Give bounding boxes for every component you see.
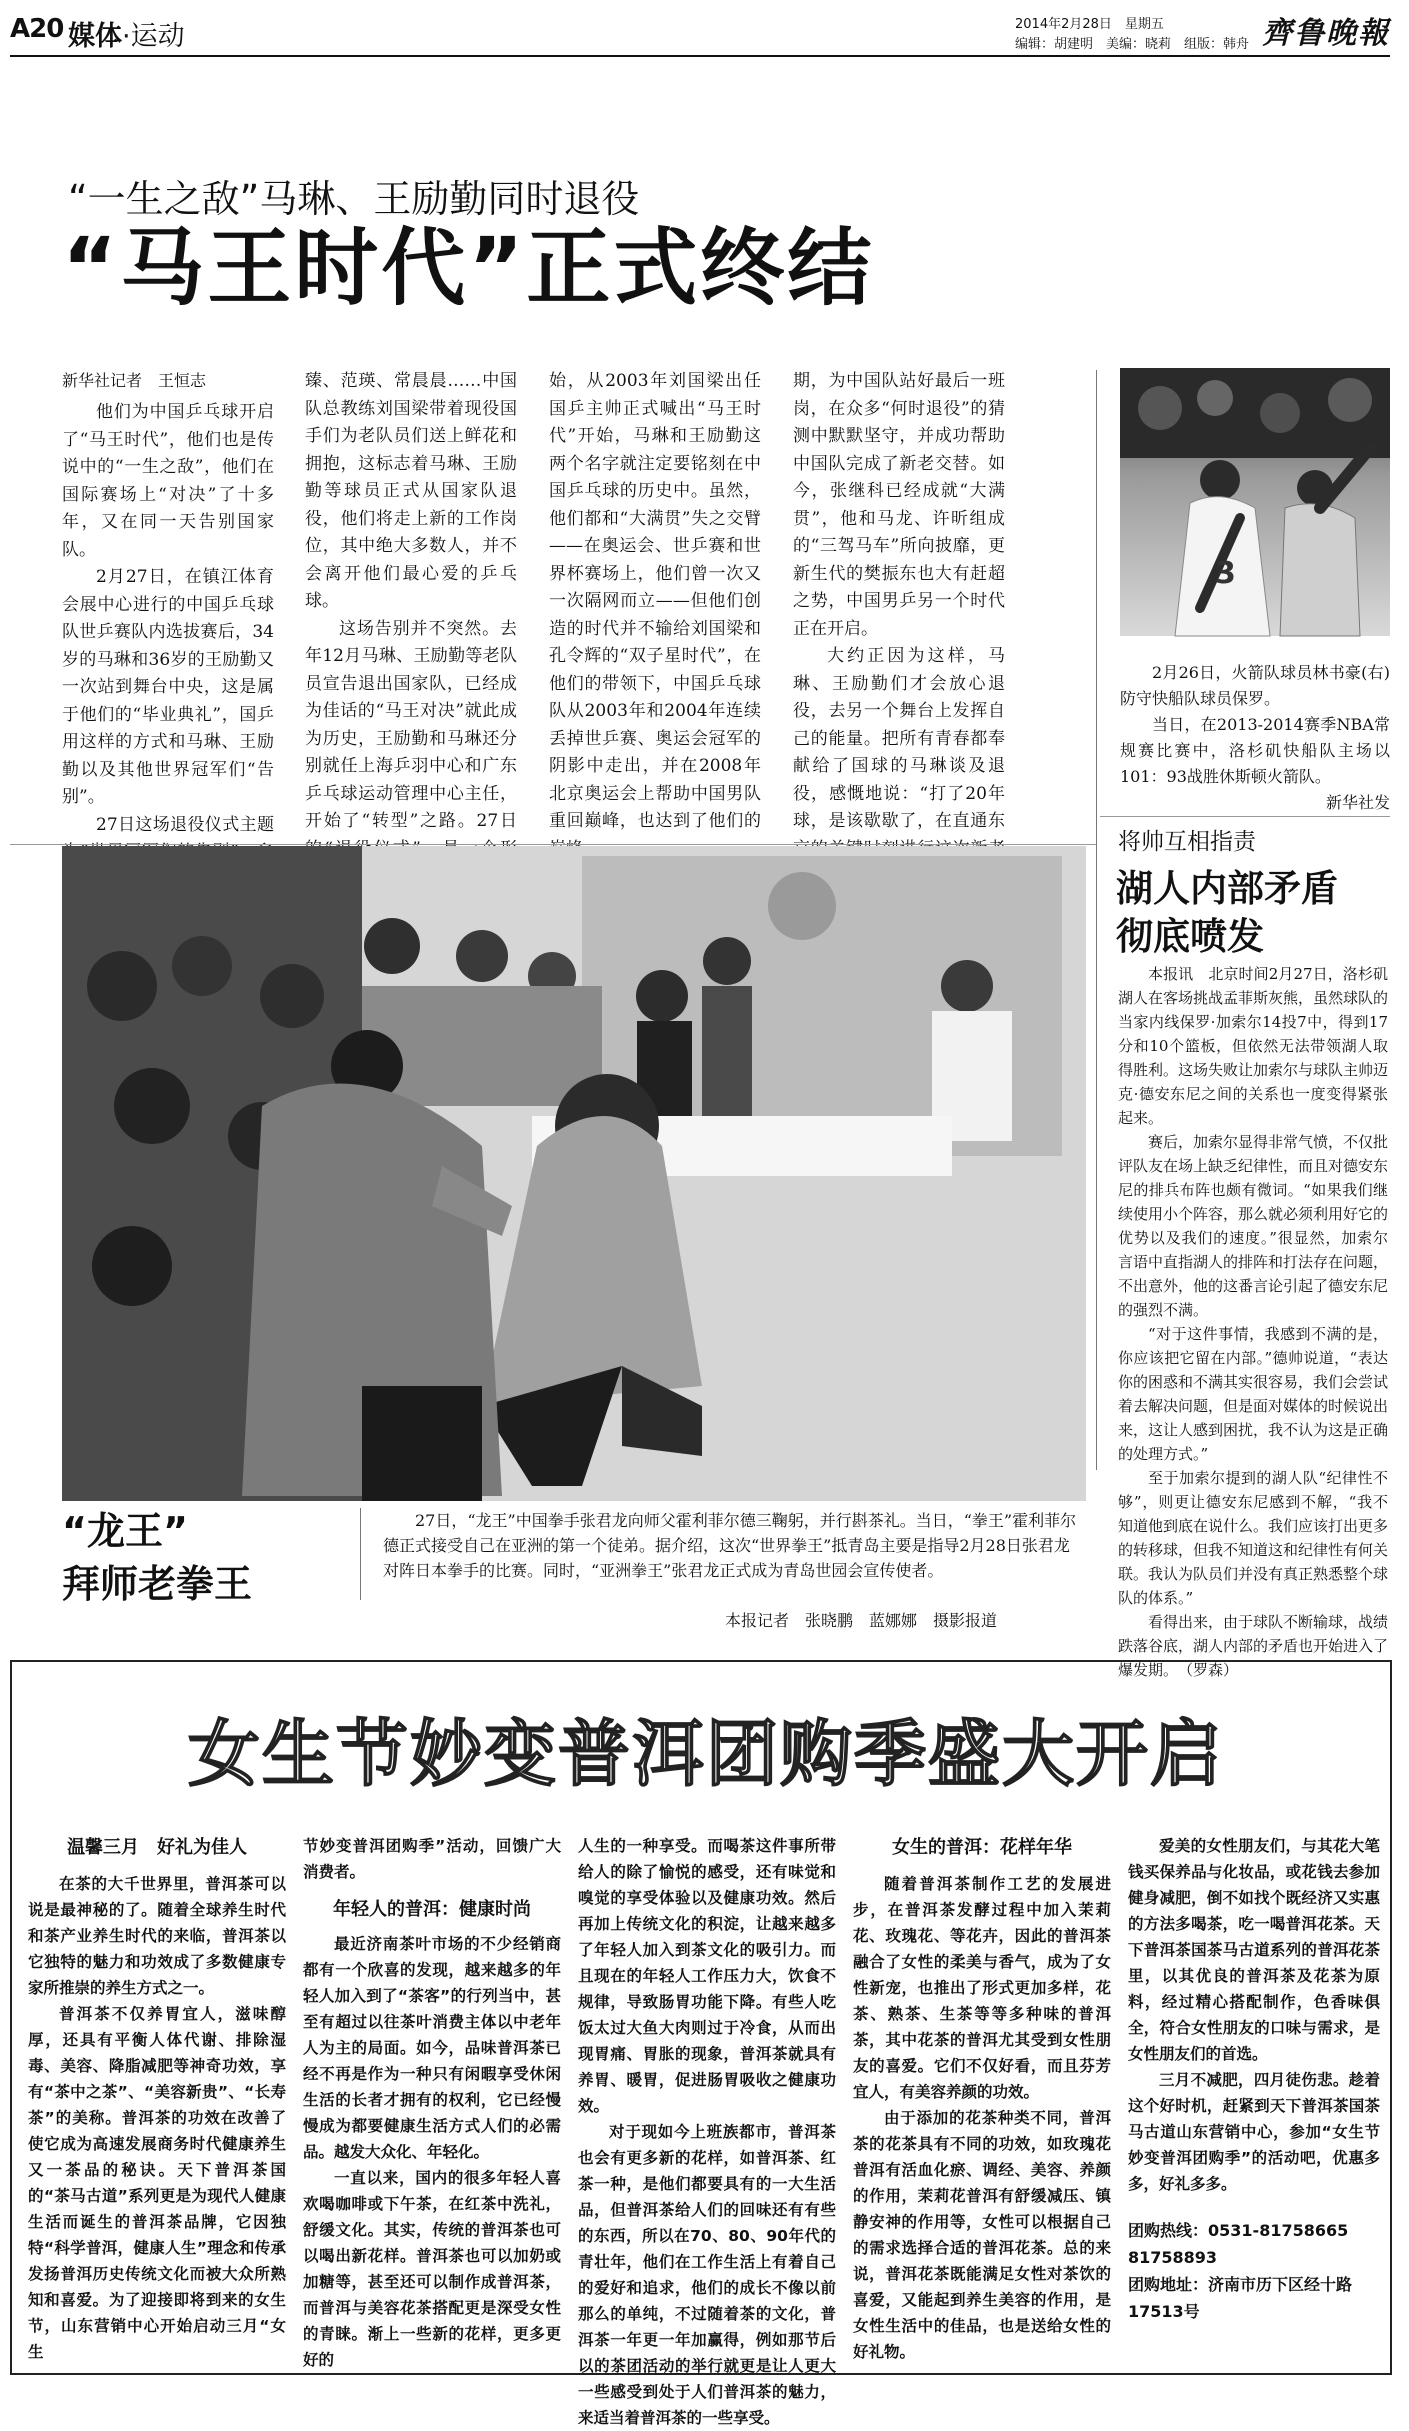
lakers-p2: 赛后，加索尔显得非常气愤，不仅批评队友在场上缺乏纪律性，而且对德安东尼的排兵布阵也颇有微词。“如果我们继续使用小个阵容，那么就必须利用好它的优势以及我们的速度。”很显然，加索尔言语中直指湖人的排阵和打法存在问题，不出意外，他的这番言论引起了德安东尼的强烈不满。 (1118, 1133, 1389, 1319)
main-col3-p1: 始，从2003年刘国梁出任国乒主帅正式喊出“马王时代”开始，马琳和王励勤这两个名字就注定要铭刻在中国乒乓球的历史中。虽然，他们都和“大满贯”失之交臂——在奥运会、世乒赛和世界杯赛场上，他们曾一次又一次隔网而立——但他们创造的时代并不输给刘国梁和孔令辉的“双子星时代”，在他们的带领下，中国乒乓球队从2003年和2004年连续丢掉世乒赛、奥运会冠军的阴影中走出，并在2008年北京奥运会上帮助中国男队重回巅峰，也达到了他们的 (549, 371, 761, 831)
main-col-4 (793, 368, 1005, 836)
boxing-caption-block (383, 1508, 1083, 1618)
ad-headline: 女生节妙变普洱团购季盛大开启 (187, 1712, 1224, 1796)
lakers-top-rule (1100, 816, 1390, 817)
main-col1-p2: 2月27日，在镇江体育会展中心进行的中国乒乓球队世乒赛队内选拔赛后，34岁的马琳和36岁的王励勤又一次站到舞台中央，这是属于他们的“毕业典礼”，国乒用这样的方式和马琳、王励勤以及其他世界冠军们“告别”。 (62, 567, 274, 807)
boxing-title-1: “龙王” (62, 1509, 188, 1553)
basketball-photo-illustration (1120, 368, 1390, 636)
ad-col-1 (28, 1833, 286, 2363)
lakers-p4: 至于加索尔提到的湖人队“纪律性不够”，则更让德安东尼感到不解，“我不知道他到底在说什么。我们应该打出更多的转移球，但我不知道这和纪律性有何关联。我认为队员们并没有真正熟悉整个球队的体系。” (1118, 1469, 1389, 1607)
boxing-photo-illustration (62, 846, 1086, 1501)
editors-line: 编辑：胡建明 美编：晓莉 组版：韩舟 (1015, 37, 1250, 52)
main-byline: 新华社记者 王恒志 (62, 371, 207, 390)
main-col1-p3: 27日这场退役仪式主题 (96, 814, 274, 835)
main-col4-p1: 期，为中国队站好最后一班岗，在众多“何时退役”的猜测中默默坚守，并成功帮助中国队完成了新老交替。如今，张继科已经成就“大满贯”，他和马龙、许昕组成的“三驾马车”所向披靡，更新生代的樊振东也大有赶超之势，中国男乒另一个时代正在开启。 (793, 371, 1005, 639)
main-col-3 (549, 368, 761, 836)
page-number: A20 (10, 14, 64, 44)
jersey-number: 3 (1215, 556, 1236, 591)
ad-col5-text (1128, 1833, 1380, 2213)
ad-hotline-number: 0531-81758665 (1208, 2221, 1349, 2240)
ad-col2-title: 年轻人的普洱：健康时尚 (333, 1899, 531, 1920)
section-dot: · (122, 21, 131, 52)
ad-col3-p2: 对于现如今上班族都市，普洱茶也会有更多新的花样，如普洱茶、红茶一种，是他们都要具有的一大生活品，但普洱茶给人们的回味还有有些的东西，所以在70、80、90年代的青壮年，他们在工作生活上有着自己的爱好和追求，他们的成长不像以前那么的单纯，不过随着茶的文化，普洱茶一年更一年加赢得，例如那节后以的茶团活动的举行就更是让人更大一些感受到处于人们普洱茶的魅力，来适当着普洱茶的一些享受。 (578, 2123, 836, 2427)
basketball-caption (1120, 660, 1390, 820)
main-kicker: “一生之敌”马琳、王励勤同时退役 (68, 177, 640, 221)
ad-col5-p1: 爱美的女性朋友们，与其花大笔钱买保养品与化妆品，或花钱去参加健身减肥，倒不如找个既经济又实惠的方法多喝茶，吃一喝普洱花茶。天下普洱茶国茶马古道系列的普洱花茶里，以其优良的普洱茶及花茶为原料，经过精心搭配制作，色香味俱全，符合女性朋友的口味与需求，是女性朋友们的首选。 (1128, 1837, 1380, 2063)
main-col2-p2: 这场告别并不突然。去年12月马琳、王励勤等老队员宣告退出国家队，已经成为佳话的“马王对决”就此成为历史，王励勤和马琳还分别就任上海乒羽中心和广东乒乓球运动管理中心主任，开始了“转型”之路。27日 (305, 618, 517, 831)
ad-hotline-label: 团购热线： (1128, 2221, 1209, 2240)
subsection-name: 运动 (130, 21, 185, 52)
ad-col-5 (1128, 1833, 1380, 2363)
ad-col-3 (578, 1833, 836, 2427)
boxing-credit: 本报记者 张晓鹏 蓝娜娜 摄影报道 (725, 1611, 998, 1630)
ad-address (1128, 2271, 1380, 2325)
ad-col3-p1: 人生的一种享受。而喝茶这件事所带给人的除了愉悦的感受，还有味觉和嗅觉的享受体验以及健康功效。然后再加上传统文化的积淀，让越来越多了年轻人加入到茶文化的吸引力。而且现在的年轻人工作压力大，饮食不规律，导致肠胃功能下降。有些人吃饭太过大鱼大肉则过于冷食，从而出现胃痛、胃胀的现象，普洱茶就具有养胃、暖胃，促进肠胃吸收之健康功效。 (578, 1837, 836, 2115)
main-col4-p2: 大约正因为这样，马琳、王励勤们才会放心退役，去另一个舞台上发挥自己的能量。把所有青春都奉献给了国球的马琳谈及退役，感慨地说：“打了20年球，是该歇歇了，在直通东 (793, 646, 1005, 831)
ad-address-label: 团购地址： (1128, 2275, 1209, 2294)
main-headline: “马王时代”正式终结 (62, 219, 875, 317)
ad-col-2 (303, 1833, 561, 2369)
ad-col1-p1: 在茶的大千世界里，普洱茶可以说是最神秘的了。随着全球养生时代和茶产业养生时代的来临，普洱茶以它独特的魅力和功效成了多数健康专家所推崇的养生方式之一。 (28, 1875, 286, 1997)
boxing-title-2: 拜师老拳王 (62, 1562, 253, 1606)
lakers-p5: 看得出来，由于球队不断输球，战绩跌落谷底，湖人内部的矛盾也开始进入了爆发期。 （罗森） (1118, 1613, 1389, 1679)
ad-col1-title: 温馨三月 好礼为佳人 (67, 1837, 247, 1858)
ad-col5-p2: 三月不减肥，四月徒伤悲。趁着这个好时机，赶紧到天下普洱茶国茶马古道山东营销中心，参加“女生节妙变普洱团购季”的活动吧，优惠多多，好礼多多。 (1128, 2071, 1380, 2193)
ad-col1-p2: 普洱茶不仅养胃宜人，滋味醇厚，还具有平衡人体代谢、排除湿毒、美容、降脂减肥等神奇功效，享有“茶中之茶”、“美容新贵”、“长寿茶”的美称。普洱茶的功效在改善了使它成为高速发展商务时代健康养生又一茶品的秘诀。天下普洱茶国的“茶马古道”系列更是为现代人健康生活而诞生的普洱茶品牌，它因独特“科学普洱，健康人生”理念和传承发扬普洱历史传统文化而被大众所熟知和喜爱。为了迎接即将到来的女生节，山东营销中心开始启动三月“女生 (28, 2005, 286, 2361)
basketball-caption-p2: 当日，在2013-2014赛季NBA常规赛比赛中，洛杉矶快船队主场以101：93战胜休斯顿火箭队。 (1120, 715, 1390, 786)
main-col2-p1: 臻、范瑛、常晨晨……中国队总教练刘国梁带着现役国手们为老队员们送上鲜花和拥抱，这标志着马琳、王励勤等球员正式从国家队退役，他们将走上新的工作岗位，其中绝大多数人，并不会离开他们最心爱的乒乓球。 (305, 371, 517, 611)
basketball-photo (1120, 368, 1390, 636)
section-name: 媒体 (68, 21, 122, 52)
main-col-1 (62, 368, 274, 836)
ad-col4-p2: 由于添加的花茶种类不同，普洱茶的花茶具有不同的功效，如玫瑰花普洱有活血化瘀、调经、美容、养颜的作用，茉莉花普洱有舒缓减压、镇静安神的作用等，女性可以根据自己的需求选择合适的普洱花茶。总的来说，普洱花茶既能满足女性对茶饮的喜爱，又能起到养生美容的作用，是女性生活中的佳品，也是送给女性的好礼物。 (853, 2109, 1111, 2361)
ad-col2-p3: 一直以来，国内的很多年轻人喜欢喝咖啡或下午茶，在红茶中洗礼，舒缓文化。其实，传统的普洱茶也可以喝出新花样。普洱茶也可以加奶或加糖等，甚至还可以制作成普洱茶，而普洱与美容花茶搭配更是深受女性的青睐。渐上一些新的花样，更多更好的 (303, 2169, 561, 2369)
lakers-p1: 本报讯 北京时间2月27日，洛杉矶湖人在客场挑战孟菲斯灰熊，虽然球队的当家内线保罗·加索尔14投7中，得到17分和10个篮板，但依然无法带领湖人取得胜利。这场失败让加索尔与球队主帅迈克·德安东尼之间的关系也一度变得紧张起来。 (1118, 965, 1389, 1127)
lakers-p3: “对于这件事情，我感到不满的是，你应该把它留在内部。”德帅说道，“表达你的困惑和不满其实很容易，我们会尝试着去解决问题，但是面对媒体的时候说出来，这让人感到困扰，我不认为这是正确的处理方式。” (1118, 1325, 1389, 1463)
ad-address-text: 济南市历下区经十路17513号 (1128, 2275, 1353, 2321)
lakers-body (1118, 962, 1389, 1679)
main-col1-p1: 他们为中国乒乓球开启了“马王时代”，他们也是传说中的“一生之敌”，他们在国际赛场上“对决”了十多年，又在同一天告别国家队。 (62, 402, 274, 560)
boxing-title-divider (360, 1508, 361, 1600)
ad-col2-p2: 最近济南茶叶市场的不少经销商都有一个欣喜的发现，越来越多的年轻人加入到了“茶客”的行列当中，甚至有超过以往茶叶消费主体以中老年人为主的局面。如今，品味普洱茶已经不再是作为一种只有闲暇享受休闲生活的长者才拥有的权利，它已经慢慢成为都要健康生活方式人们的必需品。越发大众化、年轻化。 (303, 1935, 561, 2161)
boxing-caption: 27日，“龙王”中国拳手张君龙向师父霍利菲尔德三鞠躬，并行斟茶礼。当日，“拳王”霍利菲尔德正式接受自己在亚洲的第一个徒弟。据介绍，这次“世界拳王”抵青岛主要是指导2月28日张君龙对阵日本拳手的比赛。同时，“亚洲拳王”张君龙正式成为青岛世园会宣传使者。 (383, 1511, 1077, 1580)
header-rule (10, 55, 1390, 57)
lakers-headline-1: 湖人内部矛盾 (1116, 867, 1338, 910)
ad-hotline (1128, 2217, 1380, 2244)
section-label (68, 14, 185, 53)
boxing-photo (62, 846, 1086, 1501)
ad-col-4 (853, 1833, 1111, 2363)
ad-col4-p1: 随着普洱茶制作工艺的发展进步，在普洱茶发酵过程中加入茉莉花、玫瑰花、等花卉，因此的普洱茶融合了女性的柔美与香气，成为了女性新宠，也推出了形式更加多样，花茶、熟茶、生茶等等多种味的普洱茶，其中花茶的普洱尤其受到女性朋友的喜爱。它们不仅好看，而且芬芳宜人，有美容养颜的功效。 (853, 1875, 1111, 2101)
main-col-2 (305, 368, 517, 836)
ad-hotline-2: 81758893 (1128, 2248, 1218, 2267)
ad-col4-title: 女生的普洱：花样年华 (892, 1837, 1072, 1858)
date-line: 2014年2月28日 星期五 (1015, 17, 1164, 32)
right-column-divider (1096, 370, 1097, 1470)
lakers-headline-2: 彻底喷发 (1116, 915, 1264, 958)
boxing-top-rule (10, 844, 1096, 845)
ad-col2-p1: 节妙变普洱团购季”活动，回馈广大消费者。 (303, 1837, 561, 1881)
basketball-caption-p1: 2月26日，火箭队球员林书豪(右)防守快船队球员保罗。 (1120, 663, 1390, 708)
masthead-logo: 齊鲁晚報 (1262, 16, 1390, 51)
lakers-kicker: 将帅互相指责 (1118, 829, 1256, 855)
basketball-credit: 新华社发 (1325, 793, 1390, 812)
